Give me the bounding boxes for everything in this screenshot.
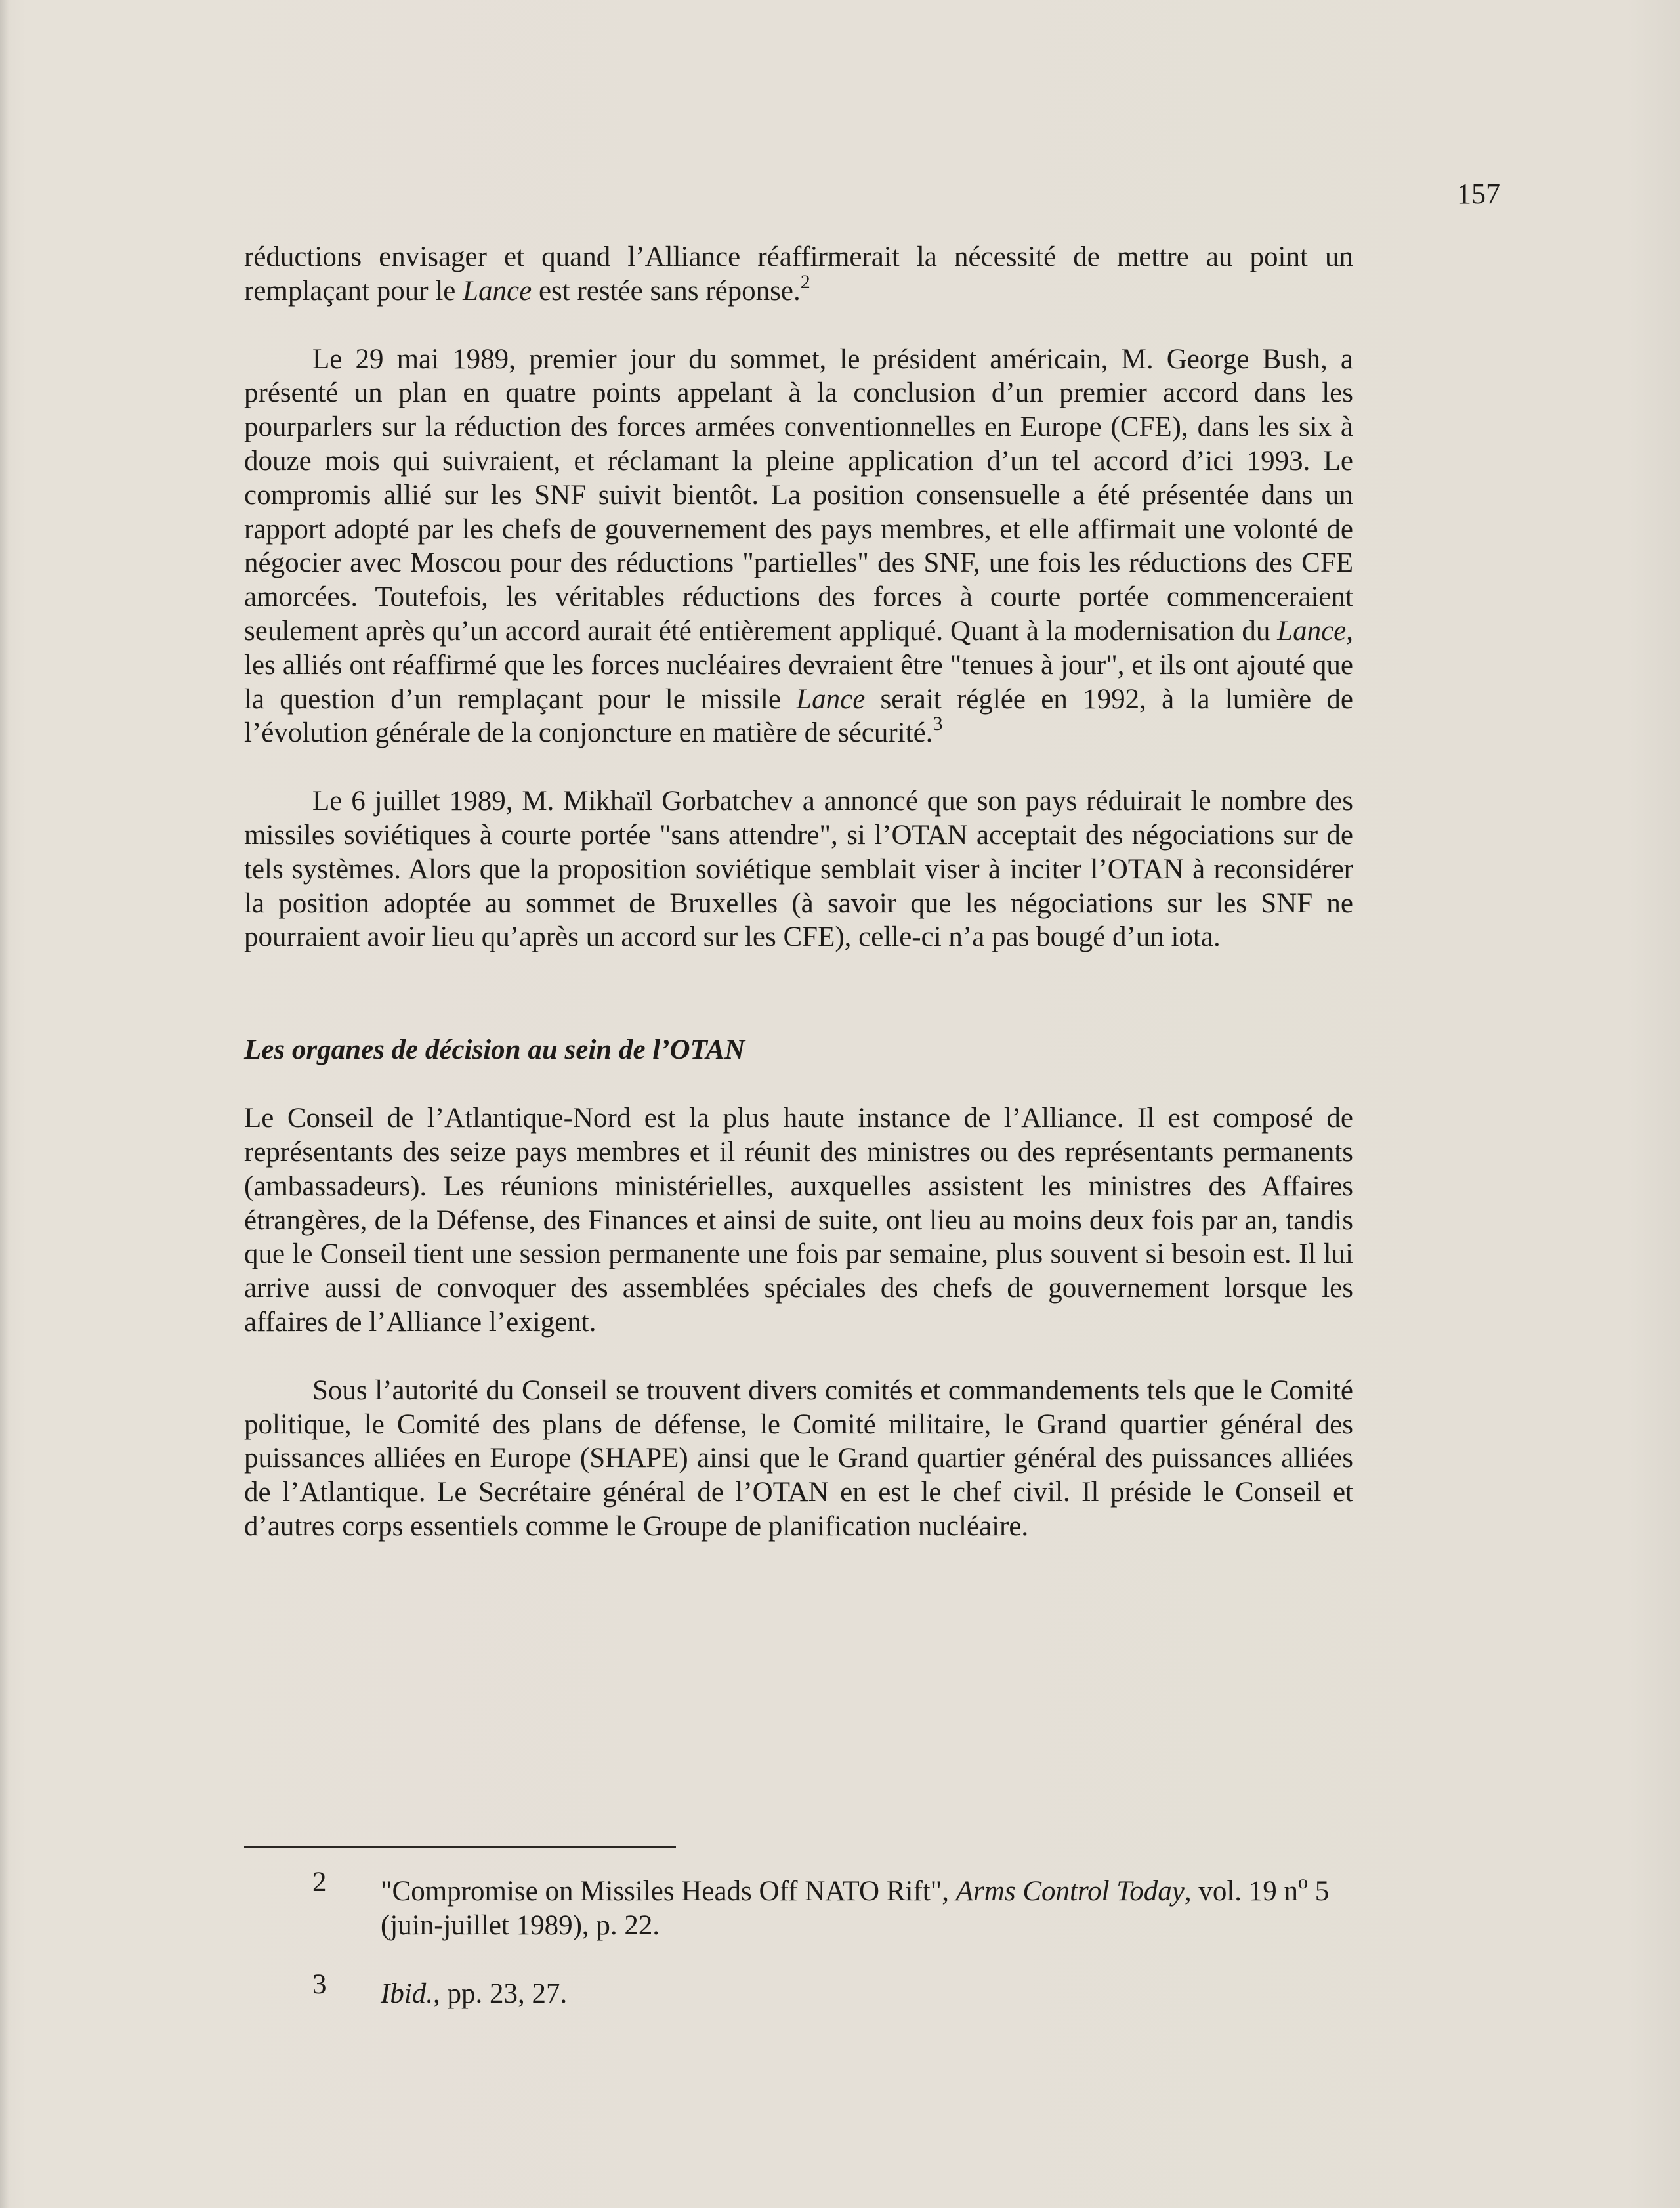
italic-text: Lance xyxy=(463,275,532,307)
text-run: 5 (juin-juillet 1989), p. 22. xyxy=(381,1876,1330,1941)
italic-text: Ibid. xyxy=(381,1978,434,2009)
italic-text: Lance xyxy=(796,683,866,715)
footnote xyxy=(244,1867,1353,1943)
footnote-number: 3 xyxy=(312,1969,327,2000)
paragraph xyxy=(244,343,1353,751)
footnote-text xyxy=(381,1871,1353,1943)
superscript: 3 xyxy=(933,713,943,735)
paragraph xyxy=(244,1374,1353,1544)
body-text xyxy=(244,240,1353,1578)
italic-text: Lance xyxy=(1277,615,1347,647)
section-paragraphs-container xyxy=(244,1101,1353,1544)
footnote-rule xyxy=(244,1846,676,1848)
text-run: Le 6 juillet 1989, M. Mikhaïl Gorbatchev a annoncé que son pays réduirait le nombre des missiles soviétiques à courte portée "sans attendre", si l’OTAN acceptait des négociations sur de tels systèmes. Alors que la proposition soviétique semblait viser à inciter l’OTAN à reconsidérer la position adoptée au sommet de Bruxelles (à savoir que les négociations sur les SNF ne pourraient avoir lieu qu’après un accord sur les CFE), celle-ci n’a pas bougé d’un iota. xyxy=(244,786,1353,953)
text-run: Sous l’autorité du Conseil se trouvent divers comités et commandements tels que le Comité politique, le Comité des plans de défense, le Comité militaire, le Grand quartier général des puissances alliées en Europe (SHAPE) ainsi que le Grand quartier général des puissances alliées de l’Atlantique. Le Secrétaire général de l’OTAN en est le chef civil. Il préside le Conseil et d’autres corps essentiels comme le Groupe de planification nucléaire. xyxy=(244,1374,1353,1542)
text-run: , les alliés ont réaffirmé que les forces nucléaires devraient être "tenues à jour", et ils ont ajouté que la question d’un remplaçant pour le missile xyxy=(244,615,1353,715)
text-run: , pp. 23, 27. xyxy=(433,1978,568,2009)
section-heading: Les organes de décision au sein de l’OTAN xyxy=(244,1034,746,1066)
footnote-text xyxy=(381,1977,1353,2011)
footnote-number: 2 xyxy=(312,1867,327,1898)
superscript: o xyxy=(1298,1871,1309,1893)
text-run: réductions envisager et quand l’Alliance réaffirmerait la nécessité de mettre au point un remplaçant pour le xyxy=(244,242,1353,307)
text-run: "Compromise on Missiles Heads Off NATO Rift", xyxy=(381,1876,956,1907)
superscript: 2 xyxy=(800,270,810,293)
text-run: , vol. 19 n xyxy=(1184,1876,1299,1907)
italic-text: Arms Control Today xyxy=(956,1876,1185,1907)
paragraphs-container xyxy=(244,240,1353,954)
paragraph xyxy=(244,240,1353,308)
footnote xyxy=(244,1969,1353,2011)
text-run: Le 29 mai 1989, premier jour du sommet, le président américain, M. George Bush, a présenté un plan en quatre points appelant à la conclusion d’un premier accord dans les pourparlers sur la réduction des forces armées conventionnelles en Europe (CFE), dans les six à douze mois qui suivraient, et réclamant la pleine application d’un tel accord d’ici 1993. Le compromis allié sur les SNF suivit bientôt. La position consensuelle a été présentée dans un rapport adopté par les chefs de gouvernement des pays membres, et elle affirmait une volonté de négocier avec Moscou pour des réductions "partielles" des SNF, une fois les réductions des CFE amorcées. Toutefois, les véritables réductions des forces à courte portée commenceraient seulement après qu’un accord aurait été entièrement appliqué. Quant à la modernisation du xyxy=(244,343,1353,647)
text-run: serait réglée en 1992, à la lumière de l’évolution générale de la conjoncture en matière de sécurité. xyxy=(244,683,1353,749)
text-run: est restée sans réponse. xyxy=(532,275,801,307)
paragraph xyxy=(244,784,1353,954)
paragraph xyxy=(244,1101,1353,1340)
page-number: 157 xyxy=(1457,178,1500,210)
footnotes xyxy=(244,1867,1353,2045)
text-run: Le Conseil de l’Atlantique-Nord est la plus haute instance de l’Alliance. Il est composé de représentants des seize pays membres et il réunit des ministres ou des représentants permanents (ambassadeurs). Les réunions ministérielles, auxquelles assistent les ministres des Affaires étrangères, de la Défense, des Finances et ainsi de suite, ont lieu au moins deux fois par an, tandis que le Conseil tient une session permanente une fois par semaine, plus souvent si besoin est. Il lui arrive aussi de convoquer des assemblées spéciales des chefs de gouvernement lorsque les affaires de l’Alliance l’exigent. xyxy=(244,1103,1353,1338)
